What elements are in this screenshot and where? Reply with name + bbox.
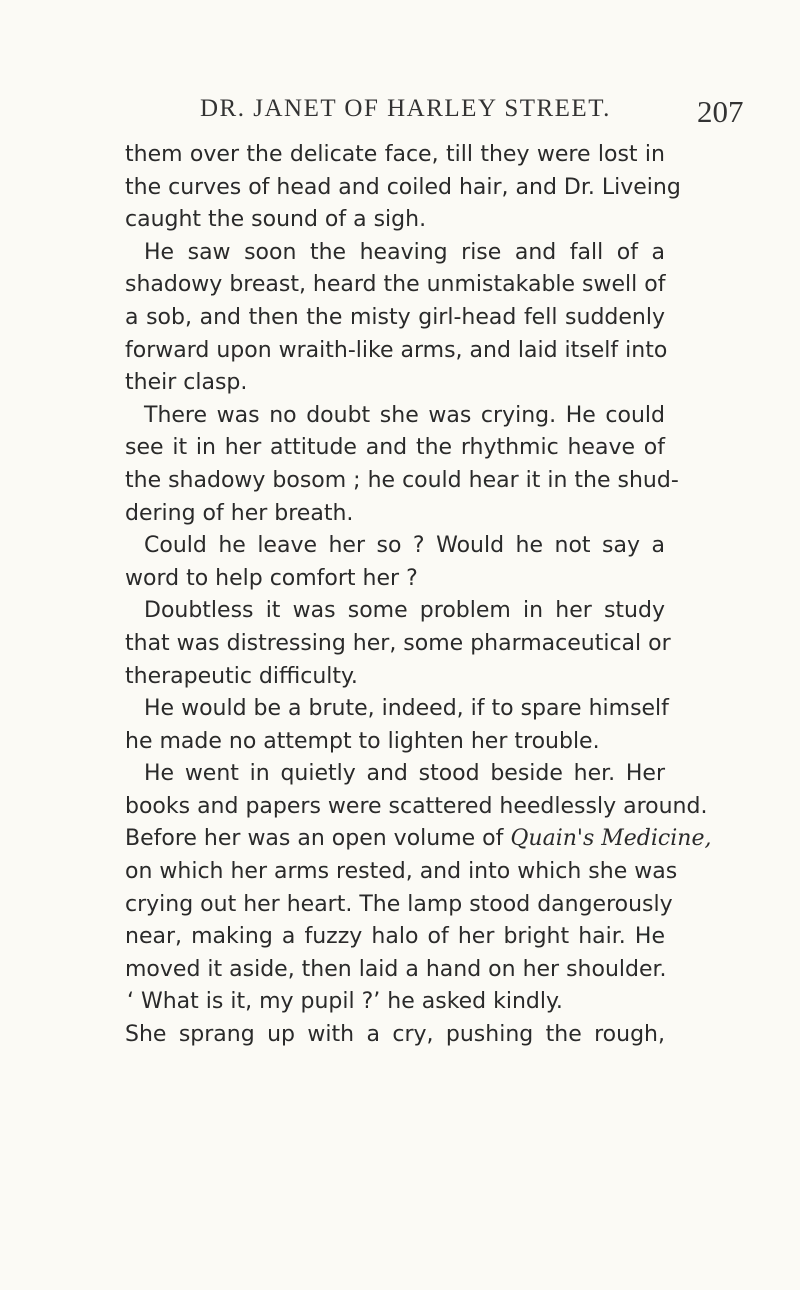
text-line: that was distressing her, some pharmaceutical or xyxy=(125,630,671,656)
text-line: the shadowy bosom ; he could hear it in the shud- xyxy=(125,467,679,493)
text-line: moved it aside, then laid a hand on her shoulder. xyxy=(125,956,667,982)
page-header xyxy=(0,95,800,135)
text-line: He saw soon the heaving rise and fall of a xyxy=(144,239,665,265)
text-line: There was no doubt she was crying. He could xyxy=(144,402,665,428)
text-line: He would be a brute, indeed, if to spare himself xyxy=(144,696,669,722)
text-line: caught the sound of a sigh. xyxy=(125,207,427,233)
text-line: forward upon wraith-like arms, and laid itself into xyxy=(125,337,668,363)
text-line: shadowy breast, heard the unmistakable swell of xyxy=(125,272,666,298)
text-line: Doubtless it was some problem in her study xyxy=(144,598,665,624)
text-line: Could he leave her so ? Would he not say a xyxy=(144,533,665,559)
text-line-start: Before her was an open volume of xyxy=(125,826,511,852)
text-line: near, making a fuzzy halo of her bright hair. He xyxy=(125,924,665,950)
text-line: She sprang up with a cry, pushing the rough, xyxy=(125,1022,665,1048)
text-line: them over the delicate face, till they were lost in xyxy=(125,142,665,167)
book-title: Quain's Medicine, xyxy=(510,826,712,852)
text-line: the curves of head and coiled hair, and Dr. Liveing xyxy=(125,174,681,200)
text-line: a sob, and then the misty girl-head fell suddenly xyxy=(125,304,665,330)
text-line: see it in her attitude and the rhythmic heave of xyxy=(125,435,665,461)
text-line: on which her arms rested, and into which she was xyxy=(125,859,678,885)
text-line: ‘ What is it, my pupil ?’ he asked kindly. xyxy=(127,989,563,1015)
text-line: books and papers were scattered heedlessly around. xyxy=(125,793,708,819)
page-number: 207 xyxy=(697,94,744,129)
text-line: He went in quietly and stood beside her. Her xyxy=(144,761,665,787)
body-text xyxy=(125,139,712,1052)
text-line: word to help comfort her ? xyxy=(125,565,418,591)
text-line: dering of her breath. xyxy=(125,500,354,526)
text-line: he made no attempt to lighten her trouble. xyxy=(125,728,600,754)
text-line: their clasp. xyxy=(125,370,248,396)
text-line-with-title xyxy=(125,823,712,856)
running-title: DR. JANET OF HARLEY STREET. xyxy=(200,95,611,122)
text-line: crying out her heart. The lamp stood dangerously xyxy=(125,891,673,917)
text-line: therapeutic difficulty. xyxy=(125,663,358,689)
